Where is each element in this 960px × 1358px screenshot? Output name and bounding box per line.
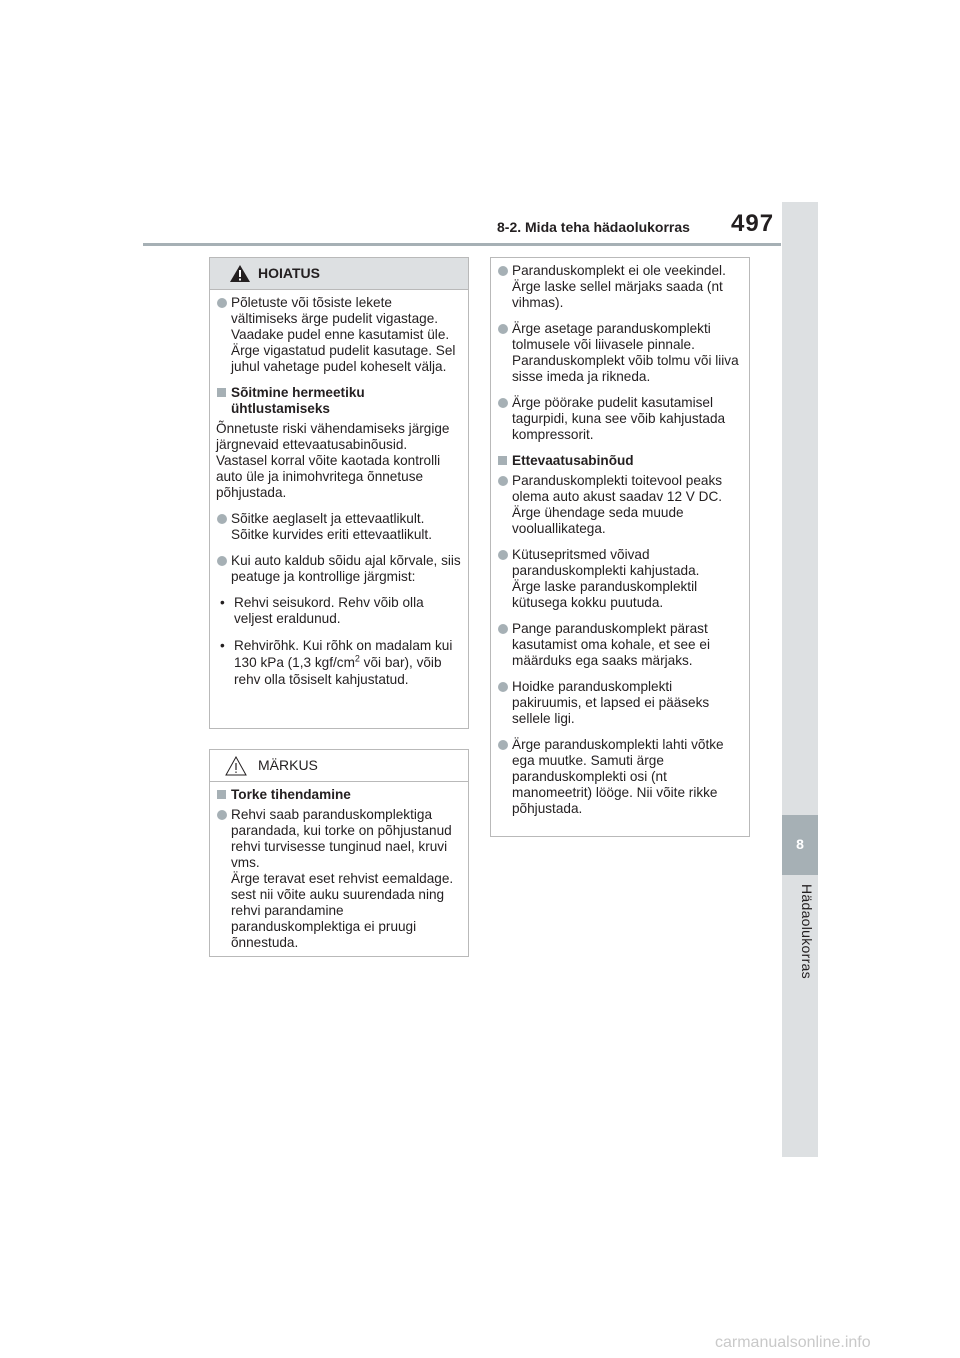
header-divider: [143, 243, 781, 246]
warning-icon: [229, 264, 251, 283]
precaution-bullet: Ärge asetage paranduskomplekti tolmusele või liivasele pinnale. Paranduskomplekt võib tolmu või liiva sisse imeda ja rikneda.: [497, 321, 743, 385]
precaution-bullet: Paranduskomplekt ei ole veekindel. Ärge laske sellel märjaks saada (nt vihmas).: [497, 263, 743, 311]
warning-box: [209, 257, 469, 729]
precaution-bullet: Ärge pöörake pudelit kasutamisel tagurpidi, kuna see võib kahjustada kompressorit.: [497, 395, 743, 443]
warning-paragraph: Õnnetuste riski vähendamiseks järgige järgnevaid ettevaatusabinõusid.: [216, 421, 450, 452]
caution-icon: [225, 756, 247, 776]
chapter-name: Hädaolukorras: [799, 884, 815, 979]
warning-box-continued: [490, 257, 750, 837]
precaution-bullet: Hoidke paranduskomplekti pakiruumis, et lapsed ei pääseks sellele ligi.: [497, 679, 743, 727]
precaution-bullet: Kütusepritsmed võivad paranduskomplekti kahjustada. Ärge laske paranduskomplektil kütusega kokku puutuda.: [497, 547, 743, 611]
warning-list-item: • Rehvi seisukord. Rehv võib olla veljest eraldunud.: [216, 595, 462, 627]
warning-subheading: Sõitmine hermeetiku ühtlustamiseks: [216, 385, 462, 417]
note-bullet: Rehvi saab paranduskomplektiga parandada, kui torke on põhjustanud rehvi turvisesse tunginud nael, kruvi vms. Ärge teravat eset rehvist eemaldage. sest nii võite auku suurendada ning rehvi parandamine paranduskomplektiga ei pruugi õnnestuda.: [216, 807, 462, 951]
chapter-side-tab: [782, 202, 818, 1157]
precaution-subheading: Ettevaatusabinõud: [497, 453, 743, 469]
chapter-number: 8: [796, 836, 804, 852]
watermark: carmanualsonline.info: [715, 1334, 871, 1351]
warning-bullet: Kui auto kaldub sõidu ajal kõrvale, siis peatuge ja kontrollige järgmist:: [216, 553, 462, 585]
note-box-header: [210, 750, 468, 782]
warning-box-header: [210, 258, 468, 290]
page-number: 497: [731, 210, 775, 237]
note-subheading: Torke tihendamine: [216, 787, 462, 803]
note-title: MÄRKUS: [258, 757, 318, 773]
note-box: [209, 749, 469, 957]
precaution-bullet: Ärge paranduskomplekti lahti võtke ega muutke. Samuti ärge paranduskomplekti osi (nt manomeetrit) lööge. Nii võite rikke põhjustada.: [497, 737, 743, 817]
precaution-bullet: Pange paranduskomplekt pärast kasutamist oma kohale, et see ei määrduks ega saaks märjaks.: [497, 621, 743, 669]
warning-list-item: • Rehvirõhk. Kui rõhk on madalam kui 130 kPa (1,3 kgf/$cm^2$ või bar), võib rehv olla tõsiselt kahjustatud.: [216, 637, 462, 688]
precaution-bullet: Paranduskomplekti toitevool peaks olema auto akust saadav 12 V DC. Ärge ühendage seda muude vooluallikatega.: [497, 473, 743, 537]
warning-title: HOIATUS: [258, 265, 320, 281]
section-title: 8-2. Mida teha hädaolukorras: [497, 219, 690, 235]
warning-bullet: Põletuste või tõsiste lekete vältimiseks ärge pudelit vigastage. Vaadake pudel enne kasutamist üle. Ärge vigastatud pudelit kasutage. Sel juhul vahetage pudel koheselt välja.: [216, 295, 462, 375]
warning-bullet: Sõitke aeglaselt ja ettevaatlikult. Sõitke kurvides eriti ettevaatlikult.: [216, 511, 462, 543]
warning-paragraph: Vastasel korral võite kaotada kontrolli auto üle ja inimohvritega õnnetuse põhjustada.: [216, 453, 441, 500]
